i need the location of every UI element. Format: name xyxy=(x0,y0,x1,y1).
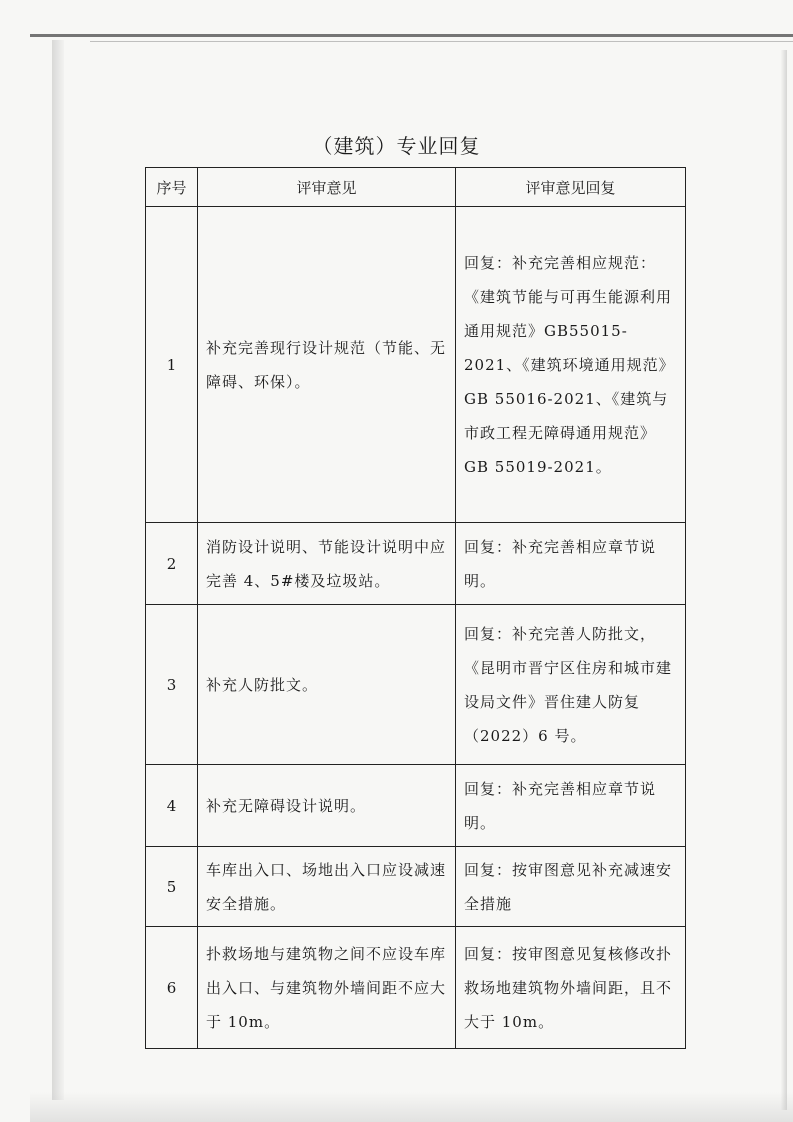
review-table xyxy=(145,167,686,1049)
review-reply: 回复：补充完善相应章节说明。 xyxy=(456,765,686,847)
table-row xyxy=(146,605,686,765)
table-row xyxy=(146,765,686,847)
scan-edge-top xyxy=(30,34,793,37)
row-number: 3 xyxy=(146,605,198,765)
review-opinion: 车库出入口、场地出入口应设减速安全措施。 xyxy=(198,847,456,927)
review-reply: 回复：按审图意见复核修改扑救场地建筑物外墙间距，且不大于 10m。 xyxy=(456,927,686,1049)
review-opinion: 扑救场地与建筑物之间不应设车库出入口、与建筑物外墙间距不应大于 10m。 xyxy=(198,927,456,1049)
row-number: 5 xyxy=(146,847,198,927)
row-number: 2 xyxy=(146,523,198,605)
header-reply: 评审意见回复 xyxy=(456,168,686,207)
review-opinion: 消防设计说明、节能设计说明中应完善 4、5#楼及垃圾站。 xyxy=(198,523,456,605)
table-row xyxy=(146,207,686,523)
scan-edge-left xyxy=(52,40,64,1100)
row-number: 4 xyxy=(146,765,198,847)
table-row xyxy=(146,927,686,1049)
header-opinion: 评审意见 xyxy=(198,168,456,207)
scan-edge-top-line xyxy=(90,41,793,42)
review-reply: 回复：补充完善相应规范：《建筑节能与可再生能源利用通用规范》GB55015-2021、《建筑环境通用规范》GB 55016-2021、《建筑与市政工程无障碍通用规范》GB 55019-2021。 xyxy=(456,207,686,523)
table-row xyxy=(146,523,686,605)
scan-edge-right xyxy=(781,50,787,1110)
review-opinion: 补充无障碍设计说明。 xyxy=(198,765,456,847)
header-no: 序号 xyxy=(146,168,198,207)
review-opinion: 补充人防批文。 xyxy=(198,605,456,765)
page-title: （建筑）专业回复 xyxy=(312,134,481,158)
table-header-row xyxy=(146,168,686,207)
table-row xyxy=(146,847,686,927)
row-number: 6 xyxy=(146,927,198,1049)
scan-edge-bottom xyxy=(30,1092,793,1122)
review-reply: 回复：按审图意见补充减速安全措施 xyxy=(456,847,686,927)
review-opinion: 补充完善现行设计规范（节能、无障碍、环保）。 xyxy=(198,207,456,523)
review-reply: 回复：补充完善相应章节说明。 xyxy=(456,523,686,605)
review-reply: 回复：补充完善人防批文，《昆明市晋宁区住房和城市建设局文件》晋住建人防复（2022）6 号。 xyxy=(456,605,686,765)
row-number: 1 xyxy=(146,207,198,523)
